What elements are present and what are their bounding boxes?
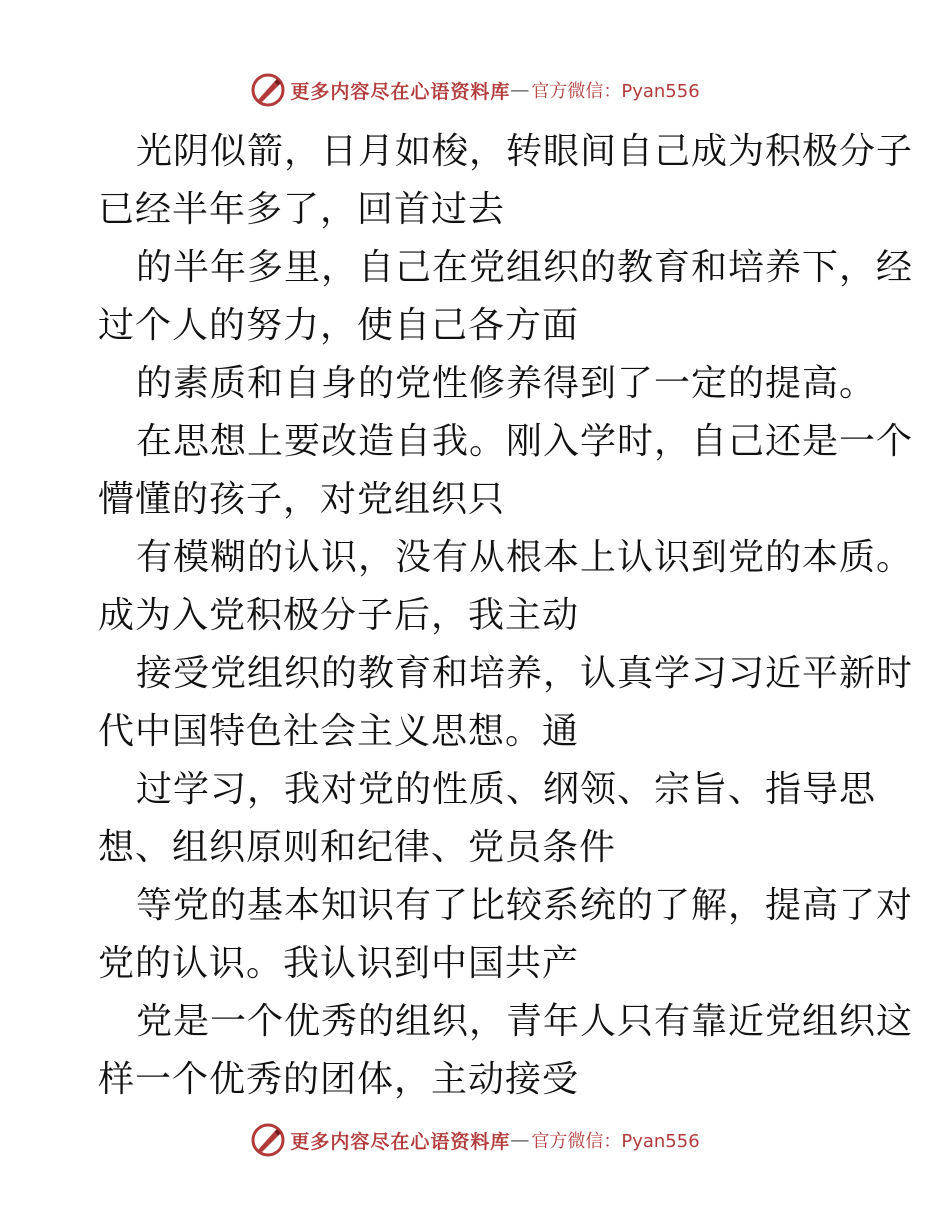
text-line: 光阴似箭，日月如梭，转眼间自己成为积极分子 (136, 131, 914, 172)
footer-brand-text: 更多内容尽在心语资料库 (290, 1130, 511, 1153)
text-line: 代中国特色社会主义思想。通 (98, 711, 580, 752)
text-line: 党的认识。我认识到中国共产 (98, 943, 580, 984)
text-line: 样一个优秀的团体，主动接受 (98, 1059, 580, 1100)
text-line: 有模糊的认识，没有从根本上认识到党的本质。 (136, 537, 914, 578)
text-line: 已经半年多了，回首过去 (98, 189, 506, 230)
text-line: 懵懂的孩子，对党组织只 (98, 479, 506, 520)
text-line: 想、组织原则和纪律、党员条件 (98, 827, 617, 868)
text-line: 的半年多里，自己在党组织的教育和培养下，经 (136, 247, 914, 288)
header-separator: — (510, 79, 530, 101)
text-line: 党是一个优秀的组织，青年人只有靠近党组织这 (136, 1001, 914, 1042)
footer-separator: — (510, 1129, 530, 1151)
header-watermark (0, 70, 950, 110)
footer-wechat-text: 官方微信：Pyan556 (531, 1131, 700, 1152)
pen-logo-icon (250, 1122, 286, 1158)
text-line: 在思想上要改造自我。刚入学时，自己还是一个 (136, 421, 914, 462)
header-brand-text: 更多内容尽在心语资料库 (290, 80, 511, 103)
text-line: 接受党组织的教育和培养，认真学习习近平新时 (136, 653, 914, 694)
text-line: 等党的基本知识有了比较系统的了解，提高了对 (136, 885, 914, 926)
pen-logo-icon (250, 72, 286, 108)
text-line: 的素质和自身的党性修养得到了一定的提高。 (136, 363, 877, 404)
text-line: 成为入党积极分子后，我主动 (98, 595, 580, 636)
header-wechat-text: 官方微信：Pyan556 (531, 81, 700, 102)
text-line: 过个人的努力，使自己各方面 (98, 305, 580, 346)
document-body (98, 123, 914, 1109)
text-line: 过学习，我对党的性质、纲领、宗旨、指导思 (136, 769, 877, 810)
footer-watermark (0, 1120, 950, 1160)
